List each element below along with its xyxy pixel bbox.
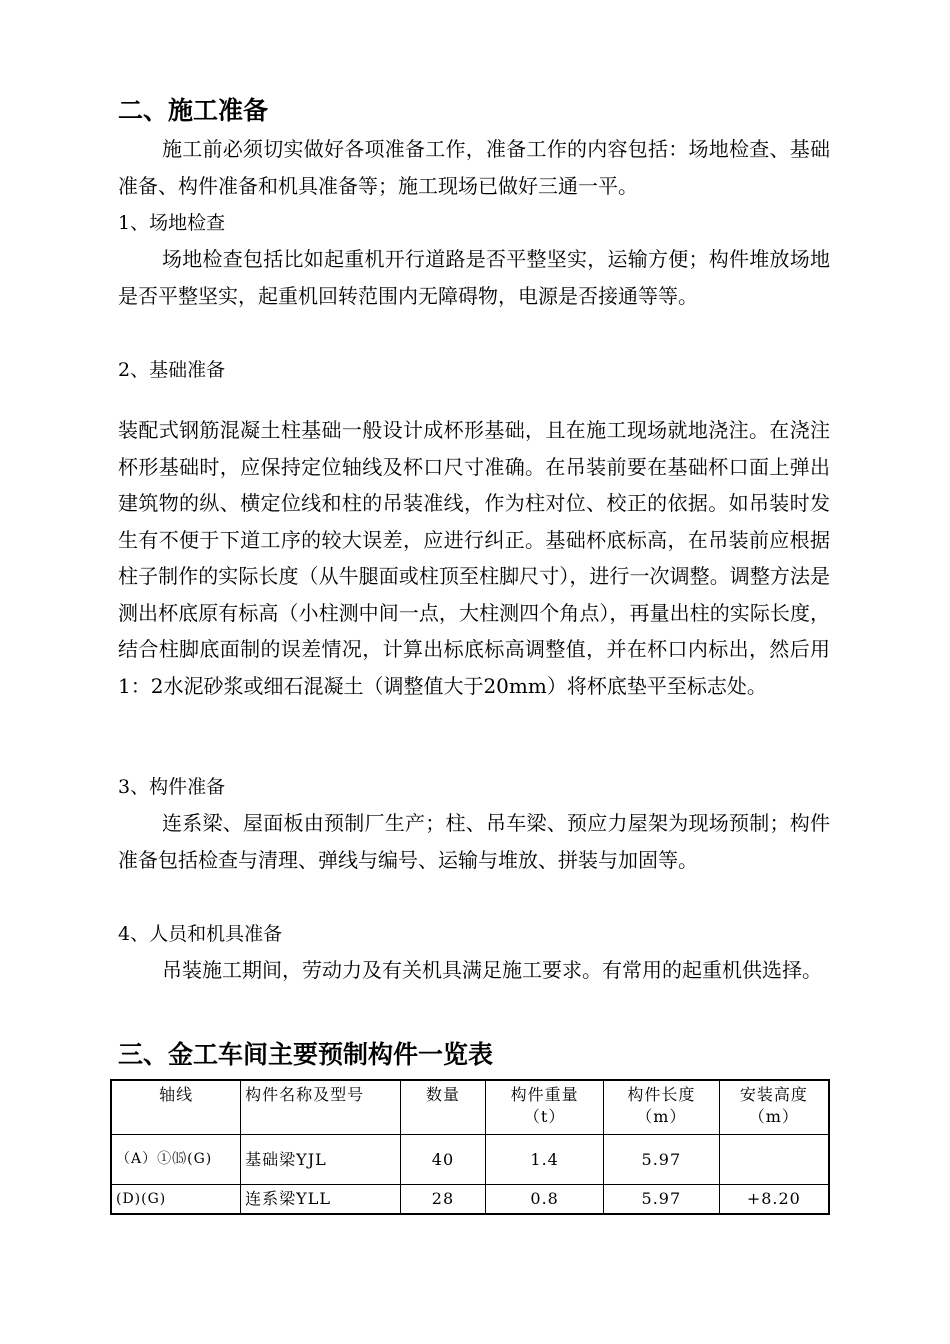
section-2-intro: 施工前必须切实做好各项准备工作，准备工作的内容包括：场地检查、基础准备、构件准备和机具准备等；施工现场已做好三通一平。: [118, 137, 830, 198]
table-cell: 5.97: [603, 1185, 719, 1215]
item-2-text: 装配式钢筋混凝土柱基础一般设计成杯形基础，且在施工现场就地浇注。在浇注杯形基础时，应保持定位轴线及杯口尺寸准确。在吊装前要在基础杯口面上弹出建筑物的纵、横定位线和柱的吊装准线，作为柱对位、校正的依据。如吊装时发生有不便于下道工序的较大误差，应进行纠正。基础杯底标高，在吊装前应根据柱子制作的实际长度（从牛腿面或柱顶至柱脚尺寸），进行一次调整。调整方法是测出杯底原有标高（小柱测中间一点，大柱测四个角点），再量出柱的实际长度，结合柱脚底面制的误差情况，计算出标底标高调整值，并在杯口内标出，然后用1：2水泥砂浆或细石混凝土（调整值大于20mm）将杯底垫平至标志处。: [118, 418, 830, 698]
components-table: [110, 1079, 830, 1215]
table-row: [111, 1185, 829, 1215]
table-cell: 基础梁YJL: [241, 1135, 400, 1185]
table-header-cell: 轴线: [111, 1080, 241, 1135]
section-3-title: 三、金工车间主要预制构件一览表: [118, 1040, 494, 1069]
item-2-heading: 2、基础准备: [118, 359, 226, 381]
table-header-row: [111, 1080, 829, 1135]
table-header-cell: 构件长度 （m）: [603, 1080, 719, 1135]
table-cell: (D)(G): [111, 1185, 241, 1215]
item-1-heading: 1、场地检查: [118, 212, 226, 234]
table-header-cell: 安装高度 （m）: [719, 1080, 829, 1135]
item-3-heading: 3、构件准备: [118, 776, 226, 798]
table-cell: （A）①⒂(G): [111, 1135, 241, 1185]
table-cell: +8.20: [719, 1185, 829, 1215]
table-cell: 28: [400, 1185, 486, 1215]
table-cell: 连系梁YLL: [241, 1185, 400, 1215]
table-header-cell: 构件名称及型号: [241, 1080, 400, 1135]
table-cell: 0.8: [486, 1185, 604, 1215]
table-header-cell: 数量: [400, 1080, 486, 1135]
table-row: [111, 1135, 829, 1185]
table-cell: 40: [400, 1135, 486, 1185]
table-cell: 1.4: [486, 1135, 604, 1185]
table-header-cell: 构件重量 （t）: [486, 1080, 604, 1135]
table-cell: [719, 1135, 829, 1185]
item-4-heading: 4、人员和机具准备: [118, 923, 283, 945]
item-1-text: 场地检查包括比如起重机开行道路是否平整坚实，运输方便；构件堆放场地是否平整坚实，起重机回转范围内无障碍物，电源是否接通等等。: [118, 247, 830, 308]
item-4-text: 吊装施工期间，劳动力及有关机具满足施工要求。有常用的起重机供选择。: [162, 958, 822, 982]
item-3-text: 连系梁、屋面板由预制厂生产；柱、吊车梁、预应力屋架为现场预制；构件准备包括检查与清理、弹线与编号、运输与堆放、拼装与加固等。: [118, 811, 830, 872]
section-2-title: 二、施工准备: [118, 96, 269, 125]
table-cell: 5.97: [603, 1135, 719, 1185]
